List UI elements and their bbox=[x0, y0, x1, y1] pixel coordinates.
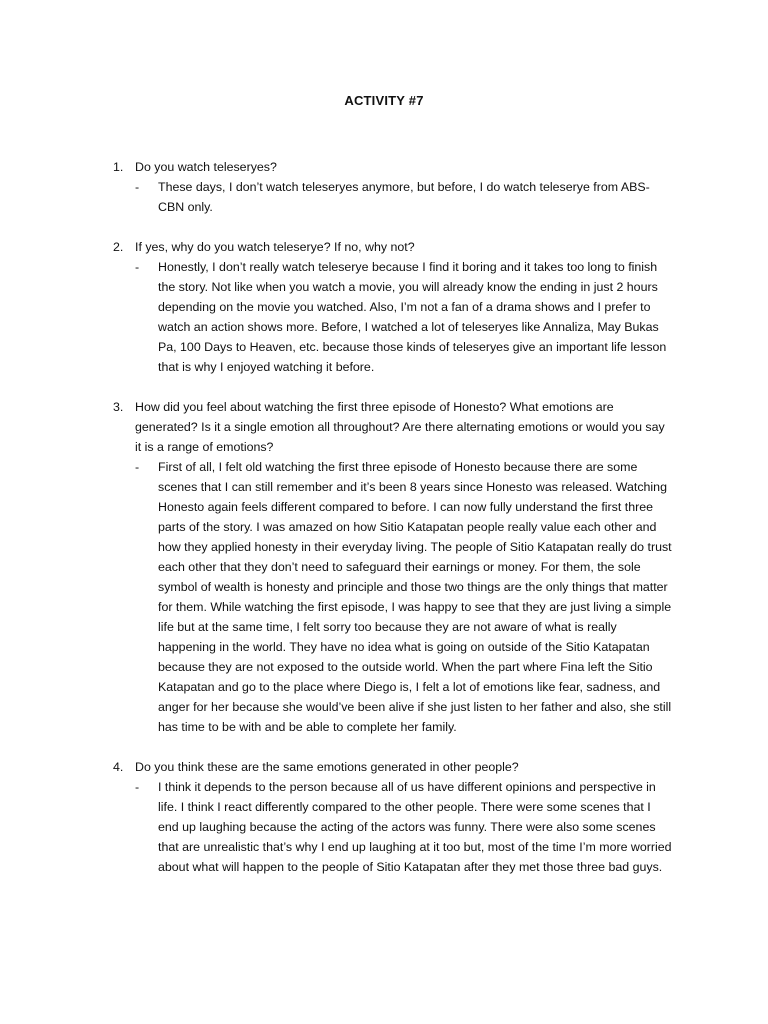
bullet-dash: - bbox=[135, 260, 140, 274]
question-item-3 bbox=[113, 397, 673, 737]
question-number: 4. bbox=[113, 760, 124, 774]
question-number: 1. bbox=[113, 160, 124, 174]
answer-block bbox=[135, 457, 673, 737]
answer-text: Honestly, I don’t really watch teleserye because I find it boring and it takes too long to finish the story. Not like when you watch a movie, you will already know the ending in just 2 hours depending on the movie you watched. Also, I’m not a fan of a drama shows and I prefer to watch an action shows more. Before, I watched a lot of teleseryes like Annaliza, May Bukas Pa, 100 Days to Heaven, etc. because those kinds of teleseryes give an important life lesson that is why I enjoyed watching it before. bbox=[158, 260, 667, 374]
question-item-2 bbox=[113, 237, 673, 377]
bullet-dash: - bbox=[135, 780, 140, 794]
bullet-dash: - bbox=[135, 180, 140, 194]
question-number: 2. bbox=[113, 240, 124, 254]
question-item-1 bbox=[113, 157, 673, 217]
question-text: Do you think these are the same emotions generated in other people? bbox=[135, 760, 519, 774]
question-text: If yes, why do you watch teleserye? If no, why not? bbox=[135, 240, 415, 254]
answer-block bbox=[135, 257, 673, 377]
answer-block bbox=[135, 777, 673, 877]
answer-text: I think it depends to the person because all of us have different opinions and perspective in life. I think I react differently compared to the other people. There were some scenes that I end up laughing because the acting of the actors was funny. There were also some scenes that are unrealistic that’s why I end up laughing at it too but, most of the time I’m more worried about what will happen to the people of Sitio Katapatan after they met those three bad guys. bbox=[158, 780, 672, 874]
page-title: ACTIVITY #7 bbox=[344, 93, 424, 108]
bullet-dash: - bbox=[135, 460, 140, 474]
question-number: 3. bbox=[113, 400, 124, 414]
question-text: Do you watch teleseryes? bbox=[135, 160, 277, 174]
question-item-4 bbox=[113, 757, 673, 877]
question-text: How did you feel about watching the first three episode of Honesto? What emotions are generated? Is it a single emotion all throughout? Are there alternating emotions or would you say it is a range of emotions? bbox=[135, 400, 665, 454]
answer-text: First of all, I felt old watching the first three episode of Honesto because there are some scenes that I can still remember and it’s been 8 years since Honesto was released. Watching Honesto again feels different compared to before. I can now fully understand the first three parts of the story. I was amazed on how Sitio Katapatan people really value each other and how they applied honesty in their everyday living. The people of Sitio Katapatan really do trust each other that they don’t need to safeguard their earnings or money. For them, the sole symbol of wealth is honesty and principle and those two things are the only things that matter for them. While watching the first episode, I was happy to see that they are just living a simple life but at the same time, I felt sorry too because they are not aware of what is really happening in the world. They have no idea what is going on outside of the Sitio Katapatan because they are not exposed to the outside world. When the part where Fina left the Sitio Katapatan and go to the place where Diego is, I felt a lot of emotions like fear, sadness, and anger for her because she would’ve been alive if she just listen to her father and also, she still has time to be with and be able to complete her family. bbox=[158, 460, 672, 734]
answer-text: These days, I don’t watch teleseryes anymore, but before, I do watch teleserye from ABS-CBN only. bbox=[158, 180, 650, 214]
answer-block bbox=[135, 177, 673, 217]
